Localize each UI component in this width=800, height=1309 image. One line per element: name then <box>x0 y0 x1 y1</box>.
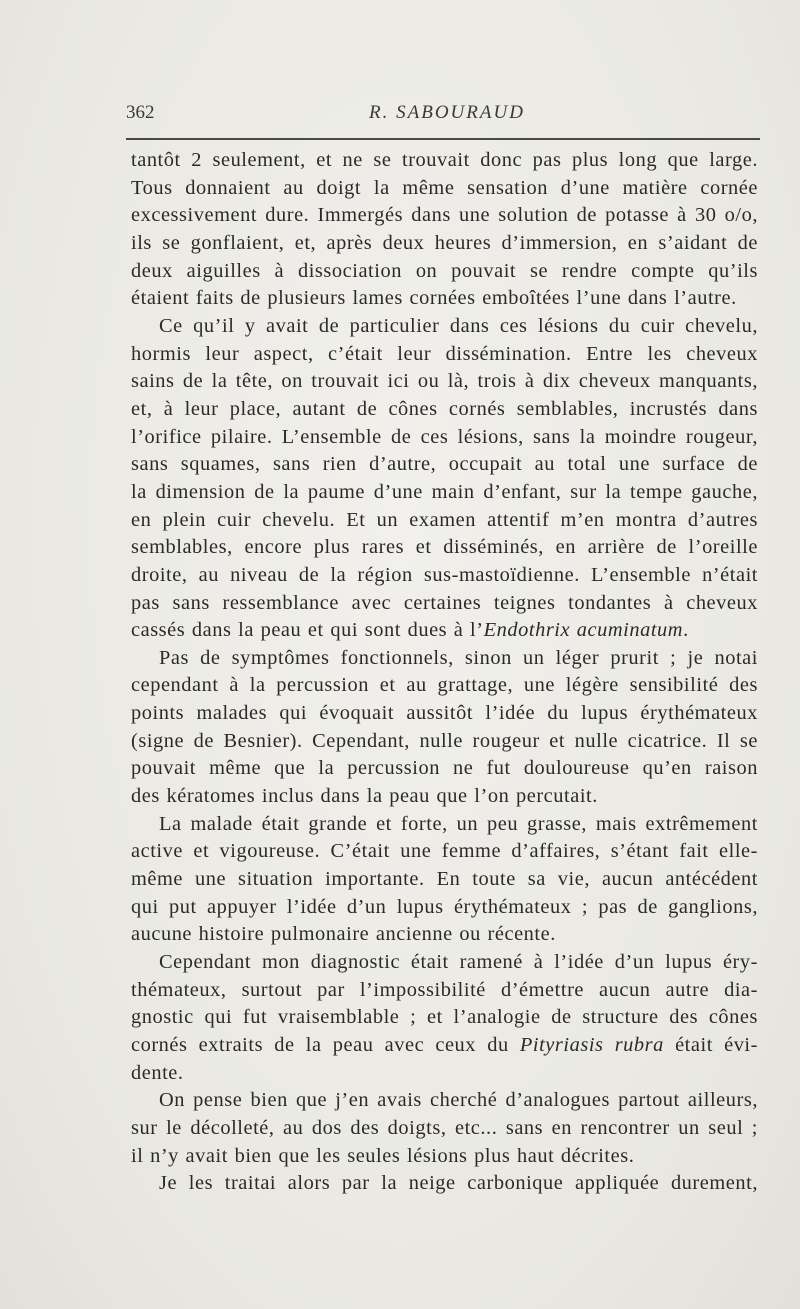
text-line: sur le décolleté, au dos des doigts, etc... sans en rencontrer un seul ; <box>131 1116 758 1139</box>
text-line: il n’y avait bien que les seules lésions plus haut décrites. <box>131 1144 635 1167</box>
text-line: droite, au niveau de la région sus-mastoïdienne. L’ensemble n’était <box>131 563 758 586</box>
line-suffix: . <box>683 619 689 642</box>
text-line: semblables, encore plus rares et disséminés, en arrière de l’oreille <box>131 536 758 559</box>
text-line: pas sans ressemblance avec certaines teignes tondantes à cheveux <box>131 591 758 614</box>
page-number: 362 <box>126 102 155 123</box>
text-line: cependant à la percussion et au grattage, une légère sensibilité des <box>131 674 758 697</box>
line-suffix: était évi- <box>663 1034 758 1056</box>
line-prefix: cornés extraits de la peau avec ceux du <box>131 1034 520 1056</box>
paragraph-start: Ce qu’il y avait de particulier dans ces lésions du cuir chevelu, <box>159 314 758 337</box>
paragraph-start: Je les traitai alors par la neige carbonique appliquée durement, <box>159 1172 758 1195</box>
text-line: ils se gonflaient, et, après deux heures d’immersion, en s’aidant de <box>131 231 758 254</box>
running-head-author: R. SABOURAUD <box>369 102 525 123</box>
paragraph-start: La malade était grande et forte, un peu grasse, mais extrêmement <box>159 812 758 835</box>
text-line: hormis leur aspect, c’était leur dissémination. Entre les cheveux <box>131 342 758 365</box>
text-line: tantôt 2 seulement, et ne se trouvait donc pas plus long que large. <box>131 149 758 171</box>
header-rule <box>126 138 760 140</box>
text-line: excessivement dure. Immergés dans une solution de potasse à 30 o/o, <box>131 204 758 227</box>
text-line: et, à leur place, autant de cônes cornés semblables, incrustés dans <box>131 397 758 420</box>
text-line: en plein cuir chevelu. Et un examen attentif m’en montra d’autres <box>131 508 758 531</box>
text-line: même une situation importante. En toute sa vie, aucun antécédent <box>131 868 758 891</box>
text-line: la dimension de la paume d’une main d’enfant, sur la tempe gauche, <box>131 480 758 503</box>
text-line: étaient faits de plusieurs lames cornées emboîtées l’une dans l’autre. <box>131 287 737 310</box>
text-line: dente. <box>131 1061 184 1084</box>
text-line: pouvait même que la percussion ne fut douloureuse qu’en raison <box>131 757 758 780</box>
line-prefix: cassés dans la peau et qui sont dues à l’ <box>131 619 484 642</box>
text-line: sains de la tête, on trouvait ici ou là, trois à dix cheveux manquants, <box>131 370 758 393</box>
paragraph-start: On pense bien que j’en avais cherché d’analogues partout ailleurs, <box>159 1089 758 1112</box>
page-header <box>126 102 760 126</box>
paragraph-start: Cependant mon diagnostic était ramené à l’idée d’un lupus éry- <box>159 951 758 974</box>
text-line: l’orifice pilaire. L’ensemble de ces lésions, sans la moindre rougeur, <box>131 425 758 448</box>
text-line: thémateux, surtout par l’impossibilité d’émettre aucun autre dia- <box>131 978 758 1001</box>
text-line: aucune histoire pulmonaire ancienne ou récente. <box>131 923 556 946</box>
italic-term: Endothrix acuminatum <box>483 619 684 642</box>
paragraph-start: Pas de symptômes fonctionnels, sinon un léger prurit ; je notai <box>159 646 758 669</box>
text-line: des kératomes inclus dans la peau que l’on percutait. <box>131 785 598 808</box>
text-line: gnostic qui fut vraisemblable ; et l’analogie de structure des cônes <box>131 1006 758 1029</box>
text-line: active et vigoureuse. C’était une femme d’affaires, s’étant fait elle- <box>131 840 758 863</box>
text-line: deux aiguilles à dissociation on pouvait se rendre compte qu’ils <box>131 259 758 282</box>
text-line: (signe de Besnier). Cependant, nulle rougeur et nulle cicatrice. Il se <box>131 729 758 752</box>
text-line: points malades qui évoquait aussitôt l’idée du lupus érythémateux <box>131 702 758 725</box>
italic-term: Pityriasis rubra <box>519 1034 664 1056</box>
text-line: sans squames, sans rien d’autre, occupait au total une surface de <box>131 453 758 476</box>
text-line-with-italic <box>131 617 758 645</box>
text-line: qui put appuyer l’idée d’un lupus érythémateux ; pas de ganglions, <box>131 895 758 918</box>
text-line-with-italic <box>131 1032 758 1060</box>
body-text <box>131 147 758 1198</box>
text-line: Tous donnaient au doigt la même sensation d’une matière cornée <box>131 176 758 199</box>
